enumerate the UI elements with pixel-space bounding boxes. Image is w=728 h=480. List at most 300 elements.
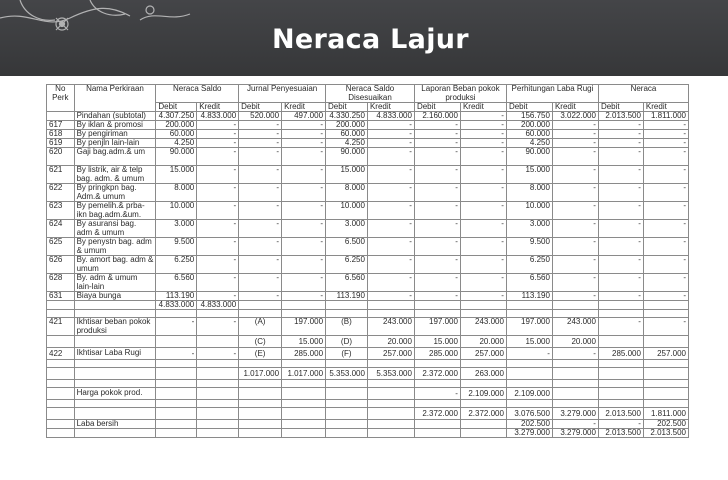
amount-cell: -: [282, 139, 326, 148]
amount-cell: 4.833.000: [367, 112, 414, 121]
amount-cell: -: [643, 148, 688, 166]
amount-cell: -: [552, 130, 598, 139]
amount-cell: [326, 388, 368, 400]
amount-cell: 200.000: [326, 121, 368, 130]
amount-cell: [598, 336, 643, 348]
amount-cell: -: [598, 202, 643, 220]
amount-cell: -: [414, 238, 460, 256]
amount-cell: 3.000: [506, 220, 552, 238]
amount-cell: [156, 429, 197, 438]
amount-cell: -: [282, 121, 326, 130]
amount-cell: -: [282, 274, 326, 292]
amount-cell: -: [552, 202, 598, 220]
amount-cell: 3.279.000: [552, 429, 598, 438]
empty-cell: [643, 310, 688, 318]
account-name: By listrik, air & telp bag. adm. & umum: [74, 166, 156, 184]
amount-cell: -: [239, 139, 282, 148]
amount-cell: -: [282, 256, 326, 274]
amount-cell: [552, 388, 598, 400]
account-number: 621: [47, 166, 75, 184]
empty-cell: [643, 380, 688, 388]
account-number: [47, 336, 75, 348]
table-row: [47, 184, 689, 202]
amount-cell: -: [239, 148, 282, 166]
amount-cell: 5.353.000: [367, 368, 414, 380]
empty-cell: [367, 310, 414, 318]
amount-cell: -: [598, 139, 643, 148]
amount-cell: -: [460, 184, 506, 202]
account-name: Pindahan (subtotal): [74, 112, 156, 121]
amount-cell: -: [643, 318, 688, 336]
account-number: [47, 420, 75, 429]
table-row: [47, 274, 689, 292]
amount-cell: -: [643, 274, 688, 292]
amount-cell: -: [460, 274, 506, 292]
amount-cell: -: [414, 166, 460, 184]
amount-cell: -: [414, 139, 460, 148]
debit-subheader: Debit: [506, 103, 552, 112]
amount-cell: -: [643, 121, 688, 130]
amount-cell: -: [367, 220, 414, 238]
account-name: Ikhtisar beban pokok produksi: [74, 318, 156, 336]
account-number: 631: [47, 292, 75, 301]
amount-cell: 90.000: [326, 148, 368, 166]
amount-cell: [414, 420, 460, 429]
amount-cell: [643, 388, 688, 400]
table-row: [47, 368, 689, 380]
debit-subheader: Debit: [598, 103, 643, 112]
amount-cell: (E): [239, 348, 282, 360]
amount-cell: 4.330.250: [326, 112, 368, 121]
amount-cell: 15.000: [282, 336, 326, 348]
empty-cell: [47, 360, 75, 368]
account-number: [47, 368, 75, 380]
amount-cell: -: [552, 121, 598, 130]
table-row: [47, 408, 689, 420]
empty-cell: [47, 380, 75, 388]
amount-cell: -: [643, 256, 688, 274]
amount-cell: -: [643, 238, 688, 256]
amount-cell: 4.307.250: [156, 112, 197, 121]
amount-cell: [239, 429, 282, 438]
amount-cell: [643, 336, 688, 348]
amount-cell: -: [239, 121, 282, 130]
table-row: [47, 256, 689, 274]
amount-cell: 10.000: [156, 202, 197, 220]
amount-cell: -: [197, 274, 239, 292]
amount-cell: 2.109.000: [460, 388, 506, 400]
amount-cell: [282, 429, 326, 438]
amount-cell: [282, 408, 326, 420]
amount-cell: [414, 429, 460, 438]
empty-cell: [367, 380, 414, 388]
amount-cell: -: [552, 274, 598, 292]
amount-cell: [367, 408, 414, 420]
empty-cell: [552, 360, 598, 368]
spacer-row: [47, 360, 689, 368]
empty-cell: [156, 400, 197, 408]
kredit-subheader: Kredit: [552, 103, 598, 112]
table-row: [47, 166, 689, 184]
account-name: By asuransi bag. adm & umum: [74, 220, 156, 238]
spacer-row: [47, 400, 689, 408]
amount-cell: 6.250: [326, 256, 368, 274]
amount-cell: 3.000: [326, 220, 368, 238]
amount-cell: -: [460, 202, 506, 220]
empty-cell: [326, 380, 368, 388]
account-name: [74, 368, 156, 380]
amount-cell: 6.560: [326, 274, 368, 292]
amount-cell: -: [552, 420, 598, 429]
slide-title: Neraca Lajur: [272, 24, 469, 55]
amount-cell: [239, 388, 282, 400]
account-name: By pringkpn bag. Adm.& umum: [74, 184, 156, 202]
amount-cell: -: [460, 166, 506, 184]
amount-cell: -: [598, 292, 643, 301]
amount-cell: [239, 408, 282, 420]
empty-cell: [506, 360, 552, 368]
amount-cell: -: [552, 256, 598, 274]
empty-cell: [74, 400, 156, 408]
table-row: [47, 238, 689, 256]
amount-cell: 3.000: [156, 220, 197, 238]
col-no-header: No Perk: [47, 85, 75, 112]
amount-cell: 4.250: [156, 139, 197, 148]
empty-cell: [239, 400, 282, 408]
account-name: By penystn bag. adm & umum: [74, 238, 156, 256]
amount-cell: 243.000: [460, 318, 506, 336]
empty-cell: [282, 400, 326, 408]
amount-cell: -: [643, 139, 688, 148]
amount-cell: 200.000: [506, 121, 552, 130]
table-row: [47, 420, 689, 429]
amount-cell: -: [598, 184, 643, 202]
table-row: [47, 388, 689, 400]
amount-cell: -: [239, 292, 282, 301]
amount-cell: [156, 408, 197, 420]
amount-cell: 9.500: [506, 238, 552, 256]
amount-cell: [197, 429, 239, 438]
amount-cell: (F): [326, 348, 368, 360]
account-number: [47, 408, 75, 420]
empty-cell: [239, 310, 282, 318]
empty-cell: [414, 400, 460, 408]
amount-cell: 60.000: [326, 130, 368, 139]
empty-cell: [643, 360, 688, 368]
empty-cell: [460, 360, 506, 368]
amount-cell: 90.000: [156, 148, 197, 166]
amount-cell: 15.000: [156, 166, 197, 184]
amount-cell: -: [598, 274, 643, 292]
empty-cell: [156, 360, 197, 368]
amount-cell: -: [197, 292, 239, 301]
amount-cell: 197.000: [414, 318, 460, 336]
amount-cell: -: [414, 148, 460, 166]
empty-cell: [156, 380, 197, 388]
amount-cell: -: [367, 148, 414, 166]
amount-cell: -: [460, 148, 506, 166]
account-number: 622: [47, 184, 75, 202]
amount-cell: 10.000: [326, 202, 368, 220]
amount-cell: 2.372.000: [414, 368, 460, 380]
table-row: [47, 112, 689, 121]
amount-cell: -: [552, 292, 598, 301]
amount-cell: 6.250: [156, 256, 197, 274]
amount-cell: 8.000: [326, 184, 368, 202]
kredit-subheader: Kredit: [282, 103, 326, 112]
table-row: [47, 202, 689, 220]
amount-cell: 2.372.000: [460, 408, 506, 420]
amount-cell: 263.000: [460, 368, 506, 380]
amount-cell: 4.833.000: [197, 301, 239, 310]
amount-cell: 520.000: [239, 112, 282, 121]
amount-cell: 20.000: [460, 336, 506, 348]
amount-cell: 15.000: [414, 336, 460, 348]
group-header: Perhitungan Laba Rugi: [506, 85, 598, 103]
amount-cell: 285.000: [598, 348, 643, 360]
amount-cell: 4.833.000: [197, 112, 239, 121]
worksheet-table: [46, 84, 689, 438]
title-banner: [0, 0, 728, 76]
amount-cell: -: [156, 348, 197, 360]
amount-cell: [156, 368, 197, 380]
amount-cell: [460, 429, 506, 438]
table-row: [47, 429, 689, 438]
amount-cell: -: [282, 202, 326, 220]
amount-cell: 1.017.000: [282, 368, 326, 380]
amount-cell: 60.000: [156, 130, 197, 139]
amount-cell: -: [598, 148, 643, 166]
amount-cell: 2.160.000: [414, 112, 460, 121]
amount-cell: [326, 420, 368, 429]
amount-cell: [598, 368, 643, 380]
amount-cell: [197, 420, 239, 429]
amount-cell: 6.250: [506, 256, 552, 274]
account-name: By iklan & promosi: [74, 121, 156, 130]
account-number: 618: [47, 130, 75, 139]
account-name: Harga pokok prod.: [74, 388, 156, 400]
account-name: [74, 336, 156, 348]
amount-cell: [643, 301, 688, 310]
amount-cell: 156.750: [506, 112, 552, 121]
amount-cell: -: [460, 121, 506, 130]
amount-cell: 285.000: [414, 348, 460, 360]
amount-cell: -: [197, 130, 239, 139]
table-row: [47, 130, 689, 139]
amount-cell: [367, 301, 414, 310]
empty-cell: [367, 400, 414, 408]
amount-cell: -: [643, 184, 688, 202]
amount-cell: -: [197, 256, 239, 274]
empty-cell: [367, 360, 414, 368]
amount-cell: -: [282, 292, 326, 301]
amount-cell: 113.190: [506, 292, 552, 301]
amount-cell: -: [414, 121, 460, 130]
amount-cell: 285.000: [282, 348, 326, 360]
amount-cell: -: [460, 130, 506, 139]
amount-cell: [197, 408, 239, 420]
group-header: Jurnal Penyesuaian: [239, 85, 326, 103]
amount-cell: [326, 429, 368, 438]
amount-cell: -: [197, 220, 239, 238]
amount-cell: -: [282, 184, 326, 202]
amount-cell: -: [414, 184, 460, 202]
account-number: [47, 429, 75, 438]
amount-cell: [460, 301, 506, 310]
amount-cell: [156, 420, 197, 429]
amount-cell: [506, 301, 552, 310]
amount-cell: 113.190: [326, 292, 368, 301]
empty-cell: [326, 310, 368, 318]
empty-cell: [552, 400, 598, 408]
account-number: 624: [47, 220, 75, 238]
header-row-groups: [47, 85, 689, 103]
amount-cell: [239, 301, 282, 310]
amount-cell: -: [598, 166, 643, 184]
amount-cell: -: [367, 130, 414, 139]
empty-cell: [506, 310, 552, 318]
account-number: 422: [47, 348, 75, 360]
amount-cell: -: [197, 166, 239, 184]
amount-cell: 8.000: [156, 184, 197, 202]
empty-cell: [326, 400, 368, 408]
table-row: [47, 318, 689, 336]
amount-cell: -: [552, 166, 598, 184]
amount-cell: 2.013.500: [643, 429, 688, 438]
empty-cell: [460, 400, 506, 408]
account-name: By pengiriman: [74, 130, 156, 139]
amount-cell: [598, 301, 643, 310]
empty-cell: [74, 380, 156, 388]
empty-cell: [74, 310, 156, 318]
empty-cell: [414, 380, 460, 388]
amount-cell: 3.279.000: [506, 429, 552, 438]
account-number: 620: [47, 148, 75, 166]
account-name: By penjln lain-lain: [74, 139, 156, 148]
account-name: By. amort bag. adm & umum: [74, 256, 156, 274]
amount-cell: -: [197, 121, 239, 130]
amount-cell: -: [367, 184, 414, 202]
amount-cell: -: [282, 220, 326, 238]
empty-cell: [598, 310, 643, 318]
amount-cell: -: [598, 318, 643, 336]
account-number: 626: [47, 256, 75, 274]
amount-cell: 202.500: [643, 420, 688, 429]
amount-cell: 197.000: [506, 318, 552, 336]
amount-cell: 497.000: [282, 112, 326, 121]
account-name: By pemelih.& prba-ikn bag.adm.&um.: [74, 202, 156, 220]
debit-subheader: Debit: [156, 103, 197, 112]
empty-cell: [282, 360, 326, 368]
amount-cell: (B): [326, 318, 368, 336]
table-row: [47, 148, 689, 166]
table-row: [47, 121, 689, 130]
amount-cell: 15.000: [506, 166, 552, 184]
empty-cell: [326, 360, 368, 368]
amount-cell: -: [643, 166, 688, 184]
amount-cell: -: [552, 348, 598, 360]
account-name: Gaji bag.adm.& um: [74, 148, 156, 166]
empty-cell: [74, 360, 156, 368]
group-header: Laporan Beban pokok produksi: [414, 85, 506, 103]
amount-cell: 10.000: [506, 202, 552, 220]
amount-cell: 3.022.000: [552, 112, 598, 121]
account-name: Laba bersih: [74, 420, 156, 429]
amount-cell: 6.500: [326, 238, 368, 256]
amount-cell: -: [197, 348, 239, 360]
amount-cell: -: [367, 274, 414, 292]
amount-cell: -: [414, 220, 460, 238]
floral-ornament: [0, 0, 210, 60]
amount-cell: [326, 408, 368, 420]
amount-cell: -: [552, 184, 598, 202]
amount-cell: -: [552, 220, 598, 238]
debit-subheader: Debit: [414, 103, 460, 112]
amount-cell: -: [197, 318, 239, 336]
amount-cell: [552, 368, 598, 380]
empty-cell: [552, 380, 598, 388]
amount-cell: -: [552, 238, 598, 256]
amount-cell: 1.017.000: [239, 368, 282, 380]
debit-subheader: Debit: [326, 103, 368, 112]
amount-cell: -: [367, 202, 414, 220]
debit-subheader: Debit: [239, 103, 282, 112]
account-number: [47, 301, 75, 310]
amount-cell: -: [643, 202, 688, 220]
account-number: 628: [47, 274, 75, 292]
amount-cell: -: [239, 202, 282, 220]
empty-cell: [460, 380, 506, 388]
amount-cell: -: [282, 238, 326, 256]
amount-cell: -: [414, 256, 460, 274]
amount-cell: -: [239, 256, 282, 274]
amount-cell: 257.000: [643, 348, 688, 360]
amount-cell: -: [367, 166, 414, 184]
amount-cell: [282, 420, 326, 429]
empty-cell: [239, 380, 282, 388]
amount-cell: 2.013.500: [598, 408, 643, 420]
empty-cell: [414, 360, 460, 368]
amount-cell: 3.279.000: [552, 408, 598, 420]
amount-cell: -: [239, 220, 282, 238]
amount-cell: [367, 429, 414, 438]
amount-cell: -: [239, 130, 282, 139]
account-name: By. adm & umum lain-lain: [74, 274, 156, 292]
amount-cell: -: [414, 202, 460, 220]
table-row: [47, 301, 689, 310]
empty-cell: [197, 360, 239, 368]
amount-cell: -: [460, 256, 506, 274]
amount-cell: [197, 388, 239, 400]
amount-cell: -: [282, 166, 326, 184]
amount-cell: [598, 388, 643, 400]
amount-cell: [156, 388, 197, 400]
empty-cell: [156, 310, 197, 318]
amount-cell: [326, 301, 368, 310]
amount-cell: [156, 336, 197, 348]
amount-cell: 60.000: [506, 130, 552, 139]
amount-cell: 15.000: [326, 166, 368, 184]
amount-cell: -: [506, 348, 552, 360]
empty-cell: [598, 380, 643, 388]
amount-cell: -: [197, 184, 239, 202]
amount-cell: -: [197, 148, 239, 166]
amount-cell: 1.811.000: [643, 112, 688, 121]
empty-cell: [414, 310, 460, 318]
amount-cell: 257.000: [460, 348, 506, 360]
amount-cell: 2.013.500: [598, 429, 643, 438]
amount-cell: 2.372.000: [414, 408, 460, 420]
